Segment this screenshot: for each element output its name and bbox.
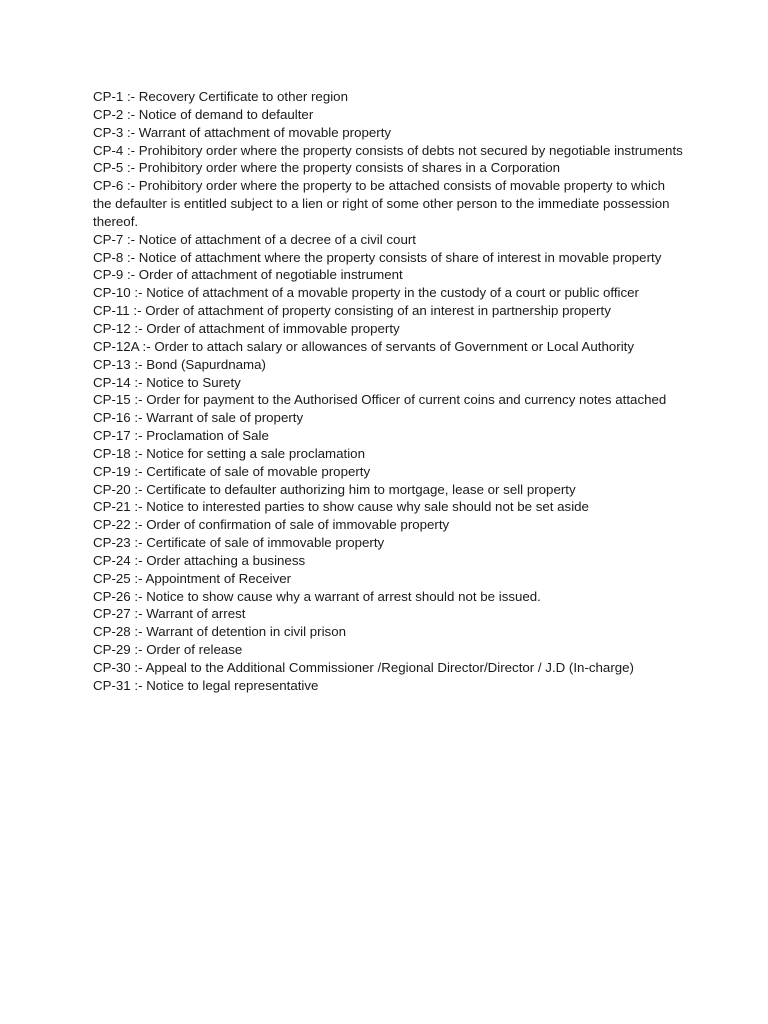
list-item: CP-4 :- Prohibitory order where the property consists of debts not secured by negotiable instruments [93,142,683,158]
list-item: CP-20 :- Certificate to defaulter authorizing him to mortgage, lease or sell property [93,481,576,497]
list-item: CP-2 :- Notice of demand to defaulter [93,106,314,122]
list-item: CP-10 :- Notice of attachment of a movable property in the custody of a court or public officer [93,285,639,301]
list-item: CP-17 :- Proclamation of Sale [93,428,269,444]
list-item: CP-11 :- Order of attachment of property consisting of an interest in partnership property [93,303,611,319]
list-item: CP-6 :- Prohibitory order where the property to be attached consists of movable property to which the defaulter is entitled subject to a lien or right of some other person to the immediate possession thereof. [93,178,670,229]
list-item: CP-21 :- Notice to interested parties to show cause why sale should not be set aside [93,499,589,515]
list-item: CP-9 :- Order of attachment of negotiable instrument [93,267,403,283]
list-item: CP-24 :- Order attaching a business [93,552,306,568]
list-item: CP-12 :- Order of attachment of immovable property [93,320,400,336]
list-item: CP-15 :- Order for payment to the Authorised Officer of current coins and currency notes attached [93,392,667,408]
list-item: CP-25 :- Appointment of Receiver [93,570,292,586]
list-item: CP-31 :- Notice to legal representative [93,677,319,693]
list-item: CP-18 :- Notice for setting a sale proclamation [93,445,365,461]
list-item: CP-27 :- Warrant of arrest [93,606,246,622]
list-item: CP-23 :- Certificate of sale of immovable property [93,535,385,551]
list-item: CP-5 :- Prohibitory order where the property consists of shares in a Corporation [93,160,561,176]
list-item: CP-29 :- Order of release [93,642,243,658]
list-item: CP-30 :- Appeal to the Additional Commissioner /Regional Director/Director / J.D (In-charge) [93,660,634,675]
list-item: CP-16 :- Warrant of sale of property [93,410,304,426]
list-item: CP-3 :- Warrant of attachment of movable property [93,124,392,140]
list-item: CP-28 :- Warrant of detention in civil prison [93,624,346,640]
list-item: CP-22 :- Order of confirmation of sale of immovable property [93,517,450,533]
list-item: CP-26 :- Notice to show cause why a warrant of arrest should not be issued. [93,588,541,604]
list-item: CP-12A :- Order to attach salary or allowances of servants of Government or Local Authority [93,338,634,354]
list-item: CP-1 :- Recovery Certificate to other region [93,89,348,104]
list-item: CP-13 :- Bond (Sapurdnama) [93,356,266,372]
list-item: CP-14 :- Notice to Surety [93,374,241,390]
list-item: CP-7 :- Notice of attachment of a decree of a civil court [93,231,416,247]
cp-form-list [93,88,683,695]
list-item: CP-8 :- Notice of attachment where the property consists of share of interest in movable property [93,249,662,265]
list-item: CP-19 :- Certificate of sale of movable property [93,463,371,479]
